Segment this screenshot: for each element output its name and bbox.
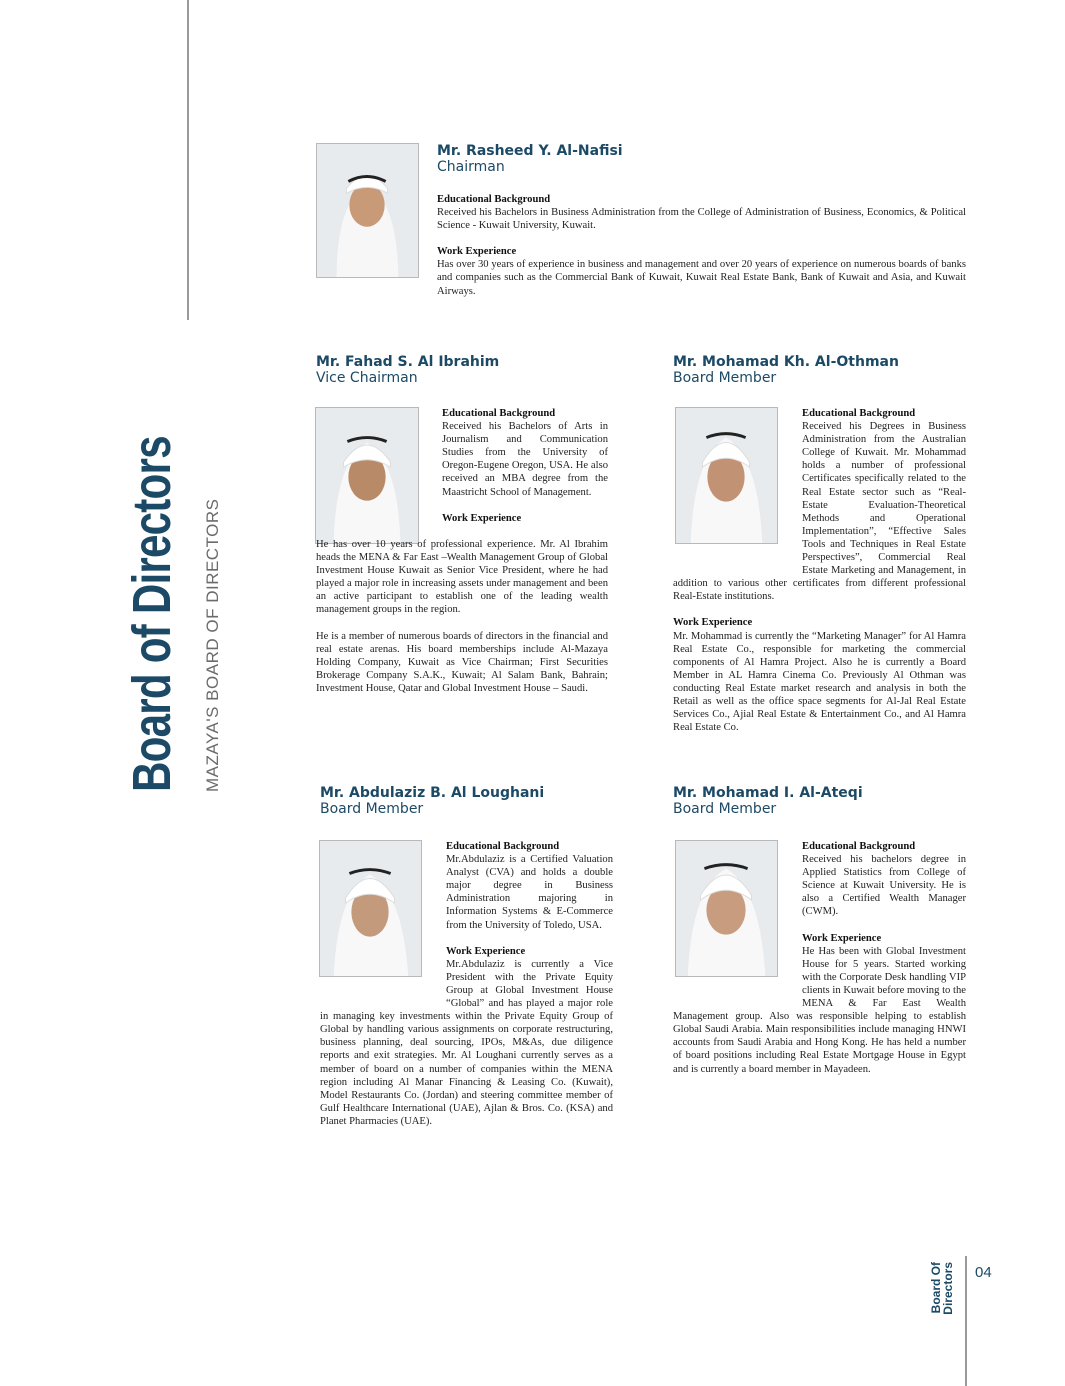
member-role: Board Member <box>320 801 424 817</box>
work-text: Mr. Mohammad is currently the “Marketing Manager” for Al Hamra Real Estate Co., responsible for marketing the commercial components of Al Hamra Project. Also he is currently a Board Member in AL Hamra Cinema Co. Previously Al Othman was conducting Real Estate market research and analysis in both the Retail as well as the office space segments for Al-Jal Real Estate Services Co., Ajial Real Estate & Entertainment Co., and Al Hamra Real Estate Co. <box>673 630 966 734</box>
edu-heading: Educational Background <box>437 194 551 205</box>
member-bio-side <box>442 407 608 525</box>
member-bio <box>320 840 613 1128</box>
member-bio <box>673 840 966 1076</box>
member-role: Vice Chairman <box>316 370 418 386</box>
work-text: Has over 30 years of experience in business and management and over 20 years of experience on numerous boards of banks and companies such as the Commercial Bank of Kuwait, Kuwait Real Estate Bank, Bank of Kuwait and Asia, and Kuwait Airways. <box>437 259 966 297</box>
member-bio <box>437 193 966 298</box>
work-heading: Work Experience <box>446 945 526 957</box>
top-divider-line <box>187 0 189 320</box>
member-role: Chairman <box>437 159 505 175</box>
edu-heading: Educational Background <box>802 841 916 852</box>
member-name: Mr. Fahad S. Al Ibrahim <box>316 354 500 370</box>
member-name: Mr. Mohamad I. Al-Ateqi <box>673 785 863 801</box>
work-heading: Work Experience <box>437 246 517 258</box>
member-name: Mr. Mohamad Kh. Al-Othman <box>673 354 899 370</box>
member-bio <box>673 407 966 734</box>
work-text-2: He is a member of numerous boards of directors in the financial and real estate arenas. His board memberships include Al-Mazaya Holding Company, Kuwait as Vice Chairman; First Securities Brokerage Company S.A.K., Kuwait; Al Salam Bank, Bahrain; Investment House, Qatar and Global Investment House – Saudi. <box>316 630 608 694</box>
work-text: He Has been with Global Investment House for 5 years. Started working with the Corporate Desk handling VIP clients in Kuwait before moving to the MENA & Far East Wealth Management group. Also was responsible helping to establish Global Saudi Arabia. Main responsibilities include managing HNWI accounts from Saudi Arabia and Hong Kong. He has held a number of board positions including Real Estate Mortgage House in Egypt and is currently a board member in Mayadeen. <box>673 945 966 1075</box>
page-number: 04 <box>975 1264 992 1281</box>
chairman-photo <box>316 143 419 278</box>
member-name: Mr. Abdulaziz B. Al Loughani <box>320 785 545 801</box>
work-text: Mr.Abdulaziz is currently a Vice President with the Private Equity Group at Global Investment House “Global” and has played a major role in managing key investments within the Private Equity Group of Global by handling various assignments on corporate restructuring, business planning, deal sourcing, IPOs, M&As, due diligence reports and exit strategies. Mr. Al Loughani currently serves as a member of board on a number of companies within the MENA region including Al Manar Financing & Leasing Co. (Kuwait), Model Restaurants Co. (Jordan) and steering committee member of Gulf Healthcare International (UAE), Ajlan & Bros. Co. (KSA) and Planet Pharmacies (UAE). <box>320 958 613 1127</box>
page-subtitle: MAZAYA'S BOARD OF DIRECTORS <box>203 498 222 792</box>
member-name: Mr. Rasheed Y. Al-Nafisi <box>437 143 623 159</box>
edu-text: Received his Bachelors in Business Administration from the College of Administration of Business, Economics, & Political Science - Kuwait University, Kuwait. <box>437 207 966 232</box>
edu-heading: Educational Background <box>442 408 556 419</box>
edu-text: Received his bachelors degree in Applied Statistics from College of Science at Kuwait University. He is also a Certified Wealth Manager (CWM). <box>802 854 966 918</box>
work-text: He has over 10 years of professional experience. Mr. Al Ibrahim heads the MENA & Far East –Wealth Management Group of Global Investment House Kuwait as Senior Vice President, where he had played a major role in increasing assets under management and been an active participant to establish one of the leading wealth management groups in the region. <box>316 539 608 616</box>
member-bio-full <box>316 538 608 695</box>
edu-text: Mr.Abdulaziz is a Certified Valuation Analyst (CVA) and holds a double major degree in Business Administration majoring in Information Systems & E-Commerce from the University of Toledo, USA. <box>446 854 613 931</box>
member-role: Board Member <box>673 801 777 817</box>
footer-section-label: Board Of Directors <box>929 1262 955 1315</box>
work-heading: Work Experience <box>442 512 522 524</box>
bottom-divider-line <box>965 1256 967 1386</box>
member-role: Board Member <box>673 370 777 386</box>
edu-heading: Educational Background <box>802 408 916 419</box>
edu-text: Received his Degrees in Business Administration from the Australian College of Kuwait. Mr. Mohammad holds a number of professional Certificates specifically related to the Real Estate sector such as “Real-Estate Evaluation-Theoretical Methods and Operational Implementation”, “Effective Sales Tools and Techniques in Real Estate Perspectives”, Commercial Real Estate Marketing and Management, in addition to various other certificates from different professional Real-Estate institutions. <box>673 421 966 603</box>
edu-text: Received his Bachelors of Arts in Journalism and Communication Studies from the University of Oregon-Eugene Oregon, USA. He also received an MBA degree from the Maastricht School of Management. <box>442 421 608 498</box>
vice-chairman-photo <box>315 407 419 544</box>
edu-heading: Educational Background <box>446 841 560 852</box>
work-heading: Work Experience <box>802 932 882 944</box>
work-heading: Work Experience <box>673 617 753 629</box>
page-title: Board of Directors <box>122 436 182 792</box>
